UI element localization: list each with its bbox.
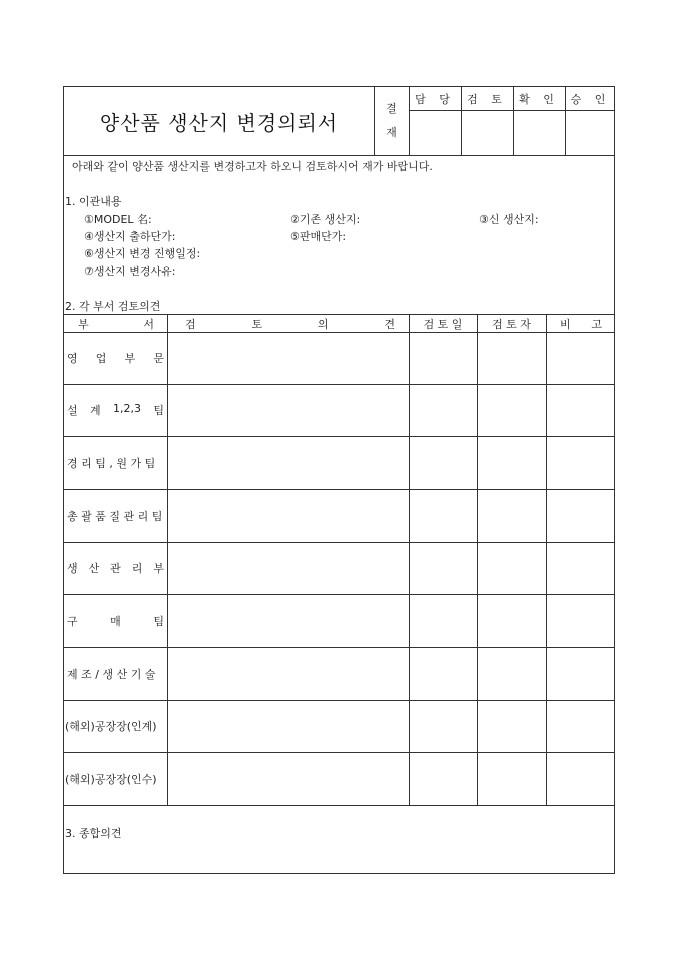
- col-header-reviewer: 검 토 자: [492, 317, 531, 331]
- schedule-field: ⑥생산지 변경 진행일정:: [84, 247, 201, 260]
- col-header-opinion-4: 견: [384, 317, 395, 331]
- approval-header-manager: 담 당: [415, 92, 455, 106]
- dept-row-quality: [64, 489, 167, 542]
- col-header-opinion: [185, 315, 395, 332]
- dept-label-quality: 총 괄 품 질 관 리 팀: [67, 509, 163, 523]
- ship-price-field: ④생산지 출하단가:: [84, 230, 176, 243]
- overall-opinion-area[interactable]: [65, 842, 614, 872]
- dept-row-purchasing: [64, 594, 167, 647]
- dept-row-production: [64, 542, 167, 594]
- col-header-dept-2: 서: [143, 317, 154, 331]
- col-header-opinion-1: 검: [185, 317, 196, 331]
- col-header-note-1: 비: [560, 317, 571, 331]
- change-request-form: [63, 86, 615, 874]
- col-header-opinion-2: 토: [251, 317, 263, 331]
- approval-header-review: 검 토: [467, 92, 507, 106]
- dept-row-plant-takeover: [64, 752, 167, 805]
- approval-sign-confirm[interactable]: [514, 111, 564, 154]
- approval-header-confirm: 확 인: [519, 92, 559, 106]
- old-site-field: ②기존 생산지:: [290, 213, 361, 226]
- dept-label-sales: 영 업 부 문: [67, 352, 164, 365]
- dept-label-accounting: 경 리 팀 , 원 가 팀: [67, 456, 156, 470]
- col-header-dept: [78, 315, 154, 332]
- sale-price-field: ⑤판매단가:: [290, 230, 347, 243]
- approval-header-approve: 승 인: [570, 92, 611, 106]
- approval-label-top: 결: [386, 102, 397, 115]
- intro-text: 아래와 같이 양산품 생산지를 변경하고자 하오니 검토하시어 재가 바랍니다.: [72, 160, 433, 173]
- reason-field: ⑦생산지 변경사유:: [84, 265, 176, 278]
- dept-label-manufacturing: 제 조 / 생 산 기 술: [67, 667, 156, 681]
- approval-sign-manager[interactable]: [410, 111, 460, 154]
- dept-row-accounting: [64, 436, 167, 489]
- dept-row-manufacturing: [64, 647, 167, 700]
- dept-label-production: 생 산 관 리 부: [67, 562, 164, 575]
- approval-sign-review[interactable]: [462, 111, 512, 154]
- approval-label: [374, 87, 409, 155]
- section3-heading: 3. 종합의견: [65, 827, 122, 840]
- dept-label-plant-handover: (해외)공장장(인계): [65, 720, 157, 733]
- model-field: ①MODEL 名:: [84, 213, 152, 226]
- section2-heading: 2. 각 부서 검토의견: [65, 300, 161, 313]
- dept-label-plant-takeover: (해외)공장장(인수): [65, 772, 157, 786]
- new-site-field: ③신 생산지:: [479, 213, 539, 226]
- col-header-note: [560, 315, 602, 332]
- dept-row-sales: [64, 332, 167, 384]
- col-header-date: 검 토 일: [423, 317, 463, 331]
- dept-label-purchasing: 구 매 팀: [67, 614, 164, 628]
- dept-row-design: [64, 384, 167, 436]
- approval-sign-approve[interactable]: [566, 111, 615, 154]
- col-header-opinion-3: 의: [317, 317, 329, 331]
- approval-label-bottom: 재: [386, 126, 397, 139]
- section1-heading: 1. 이관내용: [65, 195, 122, 208]
- col-header-note-2: 고: [591, 317, 602, 331]
- dept-row-plant-handover: [64, 700, 167, 752]
- col-header-dept-1: 부: [78, 317, 89, 331]
- dept-label-design: 설 계 1,2,3 팀: [67, 402, 164, 417]
- form-title: 양산품 생산지 변경의뢰서: [99, 110, 339, 135]
